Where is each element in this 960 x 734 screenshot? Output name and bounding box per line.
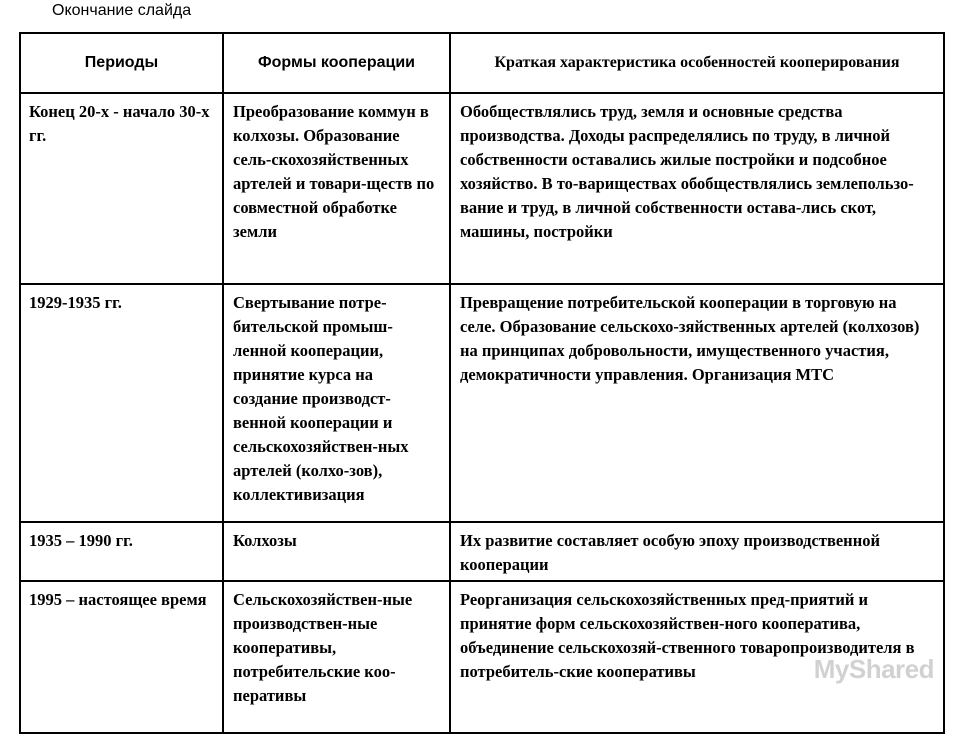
header-periods: Периоды [20,33,223,93]
row-period: 1995 – настоящее время [20,581,223,733]
row-description: Превращение потребительской кооперации в торговую на селе. Образование сельскохо-зяйственных артелей (колхозов) на принципах добровольности, имущественного участия, демократичности управления. Организация МТС [450,284,944,522]
header-forms: Формы кооперации [223,33,450,93]
table-row [20,284,944,522]
row-period: Конец 20-х - начало 30-х гг. [20,93,223,284]
watermark-logo: MyShared [813,654,934,684]
row-form: Сельскохозяйствен-ные производствен-ные кооперативы, потребительские коо-перативы [223,581,450,733]
row-form: Преобразование коммун в колхозы. Образование сель-скохозяйственных артелей и товари-ществ по совместной обработке земли [223,93,450,284]
table-row [20,93,944,284]
row-description: Реорганизация сельскохозяйственных пред-приятий и принятие форм сельскохозяйствен-ного кооператива, объединение сельскохозяй-ственного товаропроизводителя в потребитель-ские кооперативы [450,581,944,733]
table-row [20,522,944,581]
table-row [20,581,944,733]
slide-caption: Окончание слайда [52,2,192,19]
row-form: Свертывание потре-бительской промыш-ленной кооперации, принятие курса на создание производст-венной кооперации и сельскохозяйствен-ных артелей (колхо-зов), коллективизация [223,284,450,522]
cooperation-periods-table [19,32,945,734]
row-description: Обобществлялись труд, земля и основные средства производства. Доходы распределялись по труду, в личной собственности оставались жилые постройки и подсобное хозяйство. В то-вариществах обобществлялись землепользо-вание и труд, в личной собственности остава-лись скот, машины, постройки [450,93,944,284]
table-header-row [20,33,944,93]
row-description: Их развитие составляет особую эпоху производственной кооперации [450,522,944,581]
header-characteristics: Краткая характеристика особенностей кооперирования [450,33,944,93]
row-form: Колхозы [223,522,450,581]
row-period: 1929-1935 гг. [20,284,223,522]
row-period: 1935 – 1990 гг. [20,522,223,581]
